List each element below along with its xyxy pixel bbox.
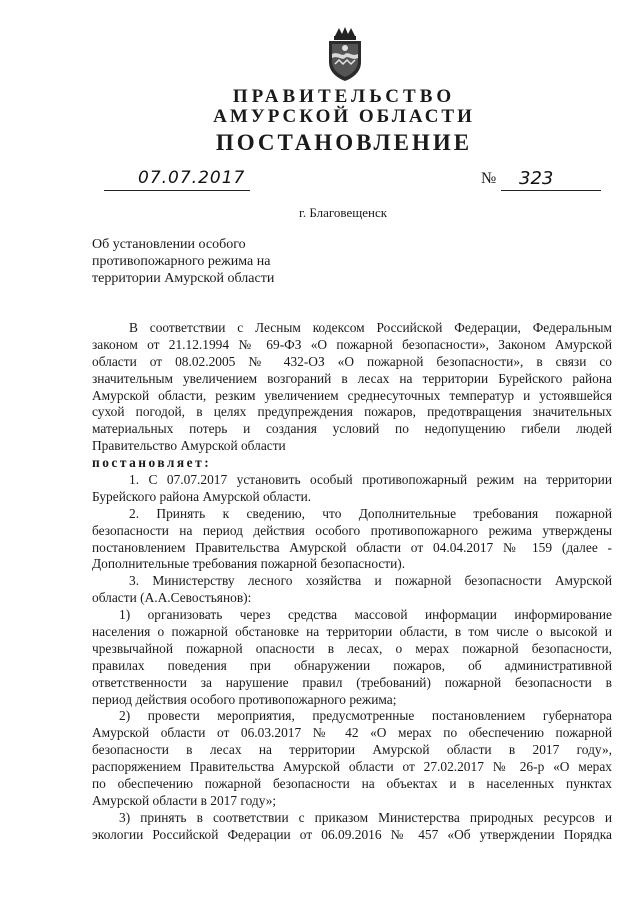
item-3-line: области (А.А.Севостьянов): <box>92 590 252 606</box>
item-2-line: безопасности на период действия особого противопожарного режима утверждены <box>92 522 612 538</box>
item-2-line: постановлением Правительства Амурской области от 04.04.2017 № 159 (далее - <box>92 539 612 555</box>
body-line: законом от 21.12.1994 № 69-ФЗ «О пожарной безопасности», Законом Амурской <box>92 336 612 352</box>
document-number: 323 <box>519 168 554 189</box>
subitem-2-line: Амурской области в 2017 году»; <box>92 792 277 808</box>
subitem-1-line: правилах поведения при обнаружении пожаров, об административной <box>92 657 612 673</box>
subitem-1-line: период действия особого противопожарного режима; <box>92 691 397 707</box>
document-body <box>92 320 612 844</box>
number-sign: № <box>481 170 497 187</box>
item-1-line: 1. С 07.07.2017 установить особый противопожарный режим на территории <box>129 472 612 488</box>
body-line: сухой погодой, в целях предупреждения пожаров, предотвращения значительных <box>92 404 612 420</box>
body-line: Амурской области, резким увеличением среднесуточных температур и устоявшейся <box>92 387 612 403</box>
subitem-2-line: 2) провести мероприятия, предусмотренные постановлением губернатора <box>119 708 612 724</box>
subject-line: Об установлении особого <box>92 237 246 252</box>
item-2-line: 2. Принять к сведению, что Дополнительные требования пожарной <box>129 505 612 521</box>
subitem-2-line: Амурской области от 06.03.2017 № 42 «О мерах по обеспечению пожарной <box>92 725 612 741</box>
subitem-2-line: распоряжением Правительства Амурской области от 27.02.2017 № 26-р «О мерах <box>92 759 612 775</box>
subject-line: противопожарного режима на <box>92 254 271 269</box>
coat-of-arms-icon <box>323 26 367 82</box>
item-2-line: Дополнительные требования пожарной безопасности). <box>92 556 406 572</box>
document-number-field <box>501 168 601 191</box>
document-type-title: ПОСТАНОВЛЕНИЕ <box>215 130 473 155</box>
subitem-1-line: ответственности за нарушение правил (требований) пожарной безопасности в <box>92 674 612 690</box>
item-1-line: Бурейского района Амурской области. <box>92 488 312 504</box>
resolve-heading: постановляет: <box>92 455 212 471</box>
region-title: АМУРСКОЙ ОБЛАСТИ <box>213 106 475 127</box>
subitem-2-line: по обеспечению пожарной безопасности на объектах и в населенных пунктах <box>92 776 612 792</box>
body-line: значительным увеличением возгораний в лесах на территории Бурейского района <box>92 370 612 386</box>
body-line: материальных потерь и создания условий по недопущению гибели людей <box>92 421 612 437</box>
document-date: 07.07.2017 <box>138 168 246 188</box>
subitem-1-line: 1) организовать через средства массовой информации информирование <box>119 607 612 623</box>
document-subject <box>92 236 274 287</box>
subitem-1-line: населения о пожарной обстановке на территории области, в том числе о высокой и <box>92 624 612 640</box>
subitem-3-line: 3) принять в соответствии с приказом Министерства природных ресурсов и <box>119 809 612 825</box>
subitem-3-line: экологии Российской Федерации от 06.09.2016 № 457 «Об утверждении Порядка <box>92 826 612 842</box>
document-city: г. Благовещенск <box>298 205 388 220</box>
item-3-line: 3. Министерству лесного хозяйства и пожарной безопасности Амурской <box>129 573 612 589</box>
body-line: Правительство Амурской области <box>92 438 286 454</box>
subitem-2-line: безопасности в лесах на территории Амурской области в 2017 году», <box>92 742 612 758</box>
subitem-1-line: чрезвычайной пожарной опасности в лесах, о мерах пожарной безопасности, <box>92 640 612 656</box>
body-line: В соответствии с Лесным кодексом Российской Федерации, Федеральным <box>129 320 612 335</box>
document-date-field <box>104 168 250 191</box>
subject-line: территории Амурской области <box>92 271 275 286</box>
government-title: ПРАВИТЕЛЬСТВО <box>232 86 456 107</box>
body-line: области от 08.02.2005 № 432-ОЗ «О пожарной безопасности», в связи со <box>92 353 612 369</box>
